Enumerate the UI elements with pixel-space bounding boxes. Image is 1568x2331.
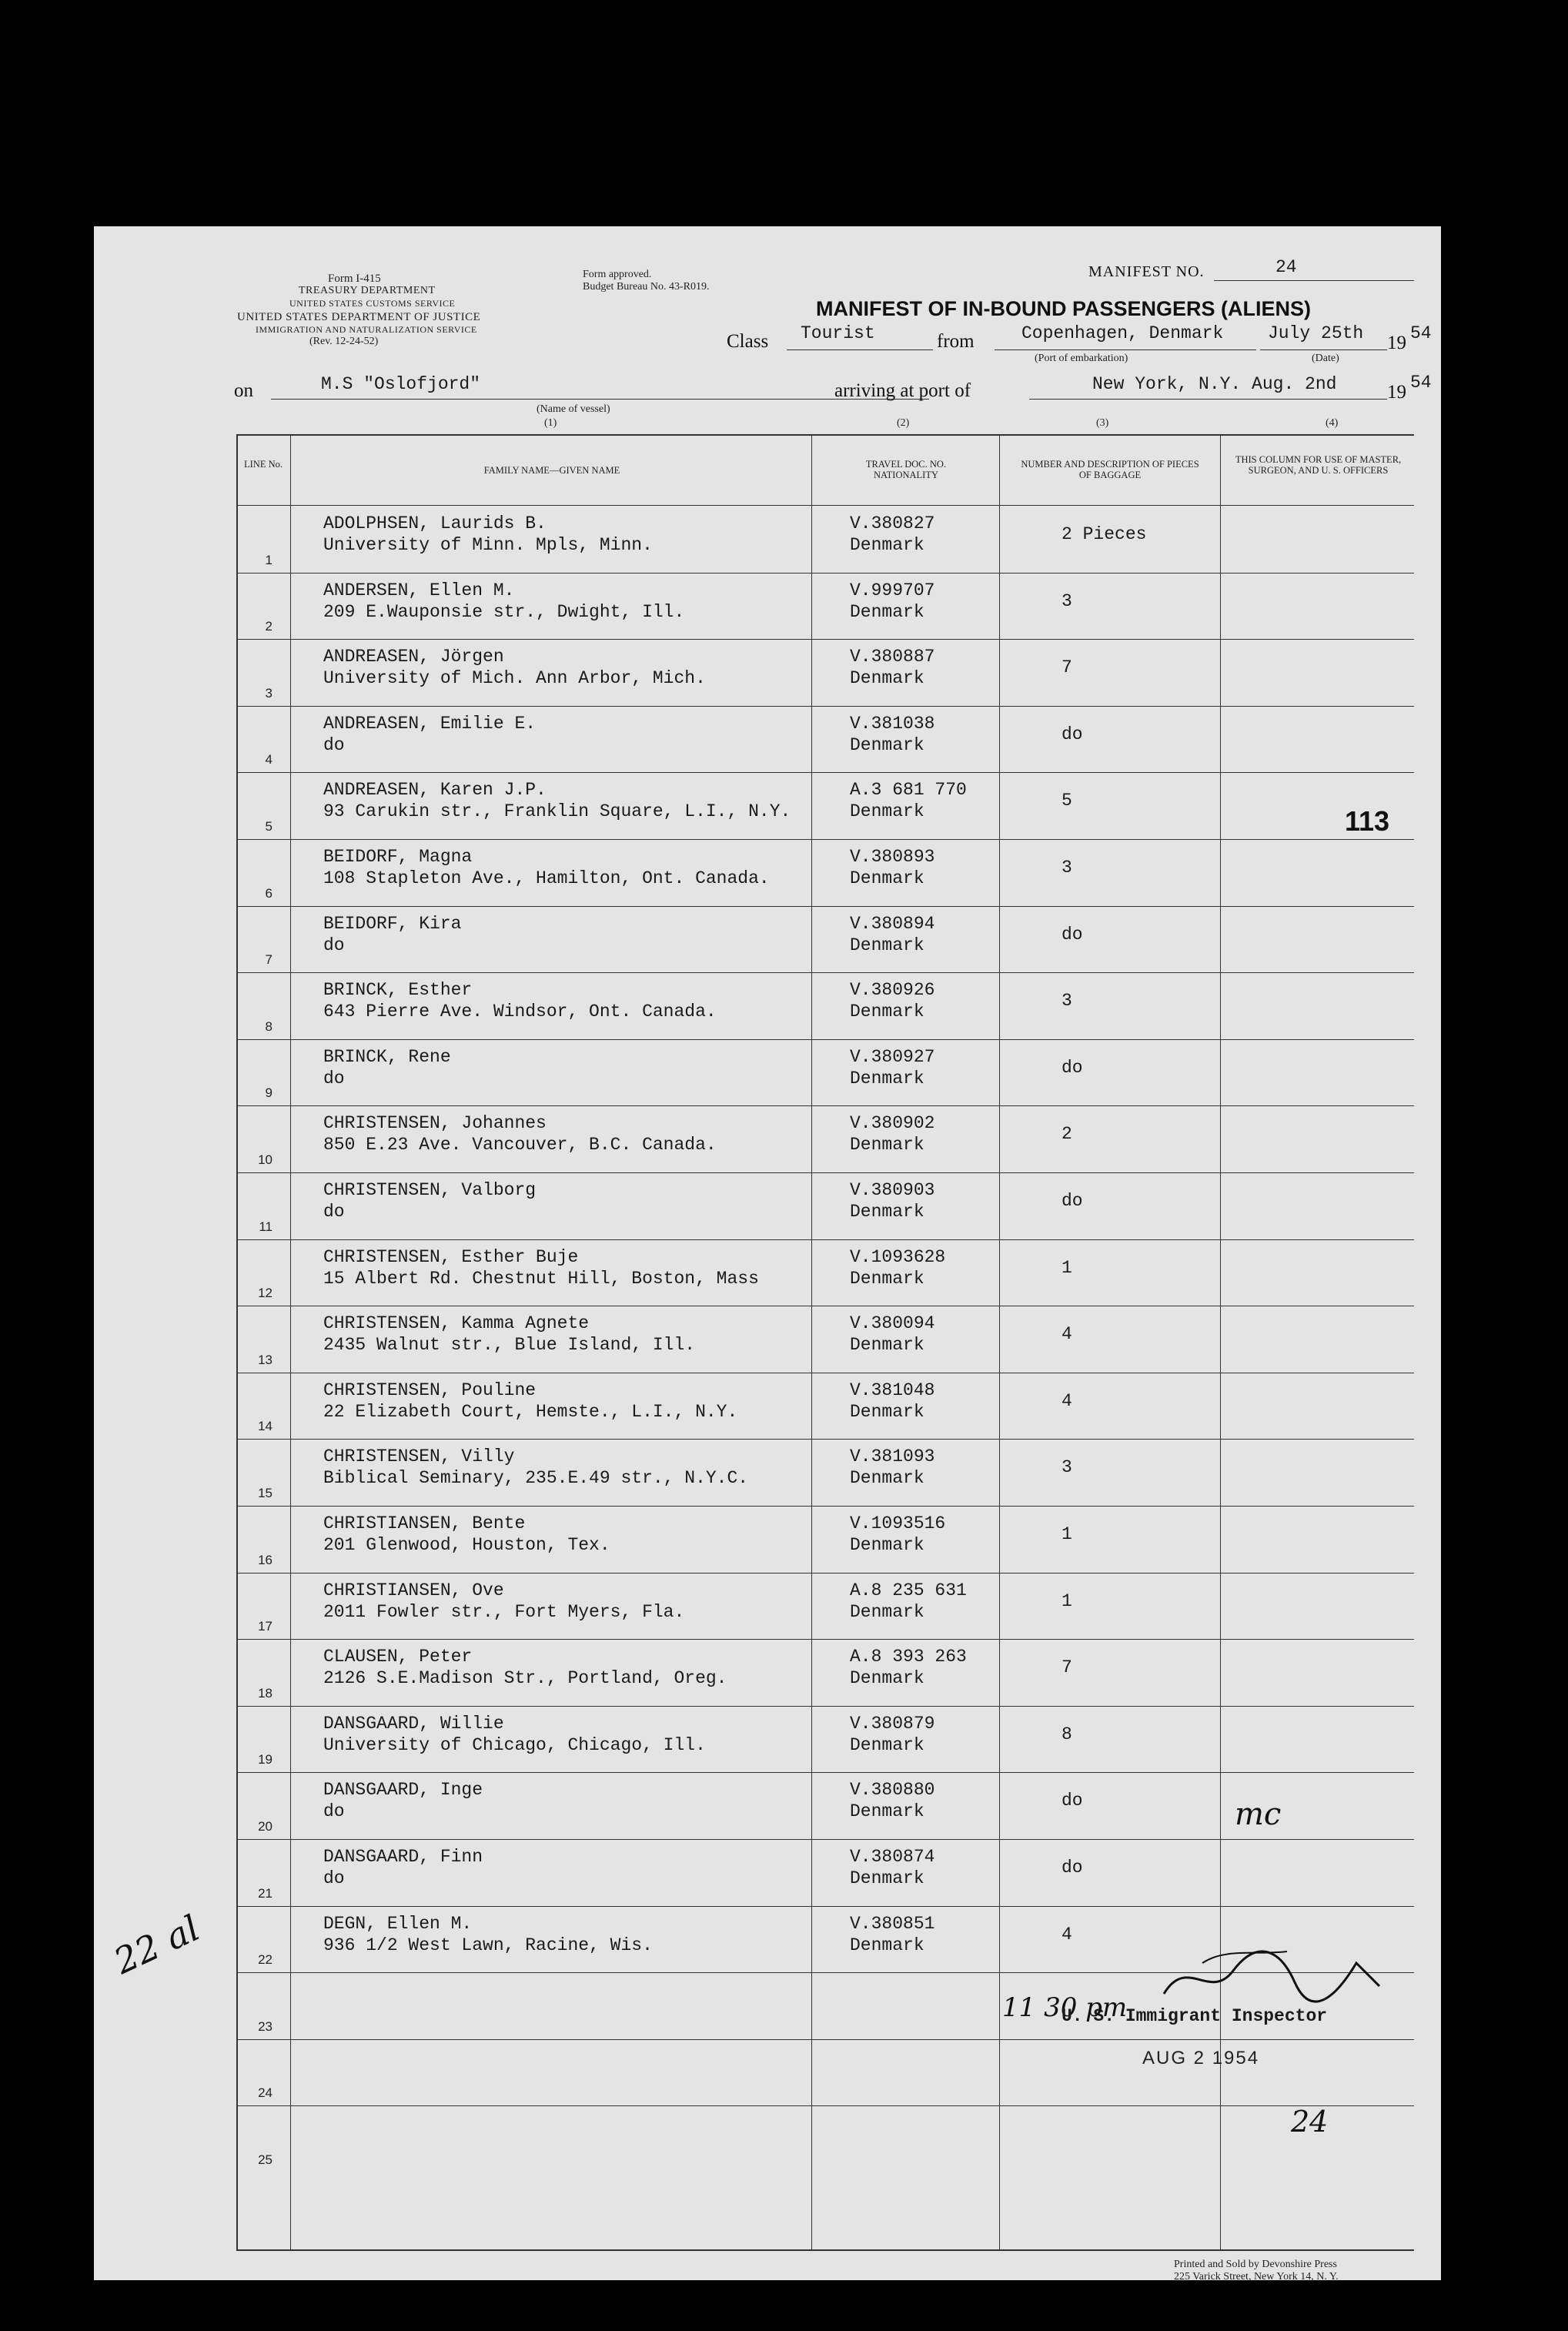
line-number: 4 [265,752,272,768]
passenger-address: University of Chicago, Chicago, Ill. [323,1734,706,1755]
baggage-pieces: 4 [1061,1924,1072,1945]
baggage-pieces: do [1061,1057,1083,1078]
passenger-address: 2011 Fowler str., Fort Myers, Fla. [323,1601,685,1622]
row-divider [236,839,1414,840]
travel-doc-number: V.381048 [850,1380,935,1400]
header-name: FAMILY NAME—GIVEN NAME [483,465,620,476]
row-divider [236,1772,1414,1773]
nationality: Denmark [850,668,924,689]
header-line-no: LINE No. [244,459,283,470]
line-number: 8 [265,1018,272,1034]
travel-doc-number: V.380887 [850,647,935,667]
manifest-page [94,226,1441,2283]
passenger-name: BEIDORF, Kira [323,913,462,934]
passenger-name: ADOLPHSEN, Laurids B. [323,513,547,533]
nationality: Denmark [850,1535,924,1555]
travel-doc-number: V.380094 [850,1313,935,1334]
travel-doc-number: V.380893 [850,847,935,867]
row-divider [236,1439,1414,1440]
baggage-pieces: 3 [1061,858,1072,878]
row-divider [236,1239,1414,1240]
manifest-no-label: MANIFEST NO. [1088,263,1205,280]
inspector-signature [1156,1940,1387,2009]
nationality: Denmark [850,734,924,755]
nationality: Denmark [850,1468,924,1489]
travel-doc-number: V.999707 [850,580,935,600]
passenger-address: 108 Stapleton Ave., Hamilton, Ont. Canada. [323,868,770,888]
row-divider [236,1639,1414,1640]
nationality: Denmark [850,1801,924,1822]
nationality: Denmark [850,1002,924,1022]
margin-note: 22 al [107,1907,206,1982]
line-number: 1 [265,552,272,567]
passenger-name: DEGN, Ellen M. [323,1913,473,1934]
from-label: from [937,331,975,352]
inspector-title: U. S. Immigrant Inspector [1061,2006,1328,2026]
budget-bureau: Budget Bureau No. 43-R019. [583,281,710,293]
travel-doc-number: V.380880 [850,1780,935,1801]
row-divider [236,2105,1414,2106]
passenger-address: 2435 Walnut str., Blue Island, Ill. [323,1335,696,1356]
passenger-name: BRINCK, Esther [323,980,473,1001]
line-number: 17 [258,1619,272,1634]
row-divider [236,1573,1414,1574]
passenger-name: CHRISTIANSEN, Bente [323,1513,526,1533]
col1-number: (1) [544,417,557,429]
travel-doc-number: V.381093 [850,1446,935,1467]
arrival-year-prefix: 19 [1387,382,1406,403]
header-travel-doc: TRAVEL DOC. NO. NATIONALITY [865,459,947,480]
line-number: 5 [265,819,272,834]
nationality: Denmark [850,1135,924,1155]
row-divider [236,1172,1414,1173]
passenger-address: 15 Albert Rd. Chestnut Hill, Boston, Mass [323,1268,759,1289]
line-number: 20 [258,1819,272,1834]
nationality: Denmark [850,868,924,888]
passenger-address: do [323,1068,345,1089]
col4-number: (4) [1326,417,1339,429]
nationality: Denmark [850,1068,924,1089]
passenger-address: do [323,734,345,755]
passenger-address: 22 Elizabeth Court, Hemste., L.I., N.Y. [323,1401,738,1422]
travel-doc-number: V.380851 [850,1913,935,1934]
nationality: Denmark [850,1401,924,1422]
passenger-address: do [323,1202,345,1222]
baggage-pieces: 7 [1061,1657,1072,1678]
baggage-pieces: 2 Pieces [1061,524,1147,544]
manifest-title: MANIFEST OF IN-BOUND PASSENGERS (ALIENS) [816,297,1312,320]
manifest-no-value: 24 [1275,257,1297,277]
row-divider [236,573,1414,574]
baggage-pieces: 5 [1061,791,1072,811]
form-number: Form I-415 [328,273,381,285]
baggage-pieces: do [1061,1858,1083,1878]
line-number: 15 [258,1486,272,1500]
year-prefix: 19 [1387,333,1406,353]
nationality: Denmark [850,801,924,822]
nationality: Denmark [850,935,924,955]
passenger-name: ANDREASEN, Emilie E. [323,713,537,734]
passenger-address: 2126 S.E.Madison Str., Portland, Oreg. [323,1668,727,1689]
nationality: Denmark [850,1601,924,1622]
passenger-address: 93 Carukin str., Franklin Square, L.I., N.Y. [323,801,791,822]
passenger-name: ANDERSEN, Ellen M. [323,580,515,600]
passenger-address: do [323,935,345,955]
baggage-pieces: 4 [1061,1390,1072,1411]
printer-line1: Printed and Sold by Devonshire Press [1174,2259,1337,2270]
line-number: 18 [258,1685,272,1701]
baggage-pieces: 7 [1061,657,1072,678]
baggage-pieces: do [1061,924,1083,945]
vessel-caption: (Name of vessel) [537,403,610,415]
line-number: 16 [258,1552,272,1567]
line-number: 13 [258,1352,272,1367]
baggage-pieces: 1 [1061,1524,1072,1544]
passenger-name: CHRISTENSEN, Villy [323,1446,515,1467]
travel-doc-number: V.380874 [850,1847,935,1867]
travel-doc-number: V.380827 [850,513,935,533]
baggage-pieces: 1 [1061,1257,1072,1278]
row-divider [236,1105,1414,1106]
date-caption: (Date) [1312,353,1339,364]
nationality: Denmark [850,1868,924,1888]
line-number: 11 [259,1219,272,1234]
line-number: 25 [258,2152,272,2167]
nationality: Denmark [850,601,924,622]
line-number: 2 [265,619,272,634]
passenger-name: BRINCK, Rene [323,1046,451,1067]
revision: (Rev. 12-24-52) [309,336,379,347]
travel-doc-number: A.8 393 263 [850,1647,967,1667]
line-number: 3 [265,685,272,701]
arrival-year-suffix: 54 [1410,373,1432,393]
count-note: 113 [1345,805,1390,837]
passenger-address: 209 E.Wauponsie str., Dwight, Ill. [323,601,685,622]
baggage-pieces: 2 [1061,1124,1072,1145]
ins-line: IMMIGRATION AND NATURALIZATION SERVICE [256,324,477,335]
date-value: July 25th [1268,323,1364,343]
nationality: Denmark [850,1935,924,1955]
passenger-name: ANDREASEN, Karen J.P. [323,780,547,801]
row-divider [236,1039,1414,1040]
passenger-name: DANSGAARD, Finn [323,1847,483,1867]
baggage-pieces: 3 [1061,991,1072,1012]
travel-doc-number: V.380927 [850,1046,935,1067]
line-number: 12 [258,1286,272,1301]
travel-doc-number: V.380902 [850,1113,935,1134]
row-divider [236,1839,1414,1840]
row-divider [236,706,1414,707]
passenger-name: ANDREASEN, Jörgen [323,647,504,667]
passenger-name: CHRISTIANSEN, Ove [323,1580,504,1600]
passenger-address: University of Mich. Ann Arbor, Mich. [323,668,706,689]
row-divider [236,1506,1414,1507]
time-note: 11 30 pm [1002,1992,1128,2023]
travel-doc-number: V.1093628 [850,1246,946,1267]
nationality: Denmark [850,1268,924,1289]
col3-number: (3) [1096,417,1109,429]
class-label: Class [727,331,769,352]
passenger-name: CLAUSEN, Peter [323,1647,473,1667]
travel-doc-number: V.381038 [850,713,935,734]
date-stamp: AUG 2 1954 [1142,2048,1260,2068]
year-suffix: 54 [1410,323,1432,343]
printer-line2: 225 Varick Street, New York 14, N. Y. [1174,2271,1339,2283]
travel-doc-number: A.8 235 631 [850,1580,967,1600]
passenger-name: CHRISTENSEN, Kamma Agnete [323,1313,590,1334]
line-number: 7 [265,952,272,968]
nationality: Denmark [850,1335,924,1356]
class-value: Tourist [801,323,875,343]
row-divider [236,639,1414,640]
passenger-address: 850 E.23 Ave. Vancouver, B.C. Canada. [323,1135,717,1155]
travel-doc-number: V.380903 [850,1180,935,1200]
line-number: 19 [258,1752,272,1767]
doj-line: UNITED STATES DEPARTMENT OF JUSTICE [237,311,481,323]
baggage-pieces: 3 [1061,1457,1072,1478]
baggage-pieces: do [1061,724,1083,744]
travel-doc-number: V.380879 [850,1713,935,1734]
passenger-name: CHRISTENSEN, Johannes [323,1113,547,1134]
arriving-label: arriving at port of [834,380,971,401]
col2-number: (2) [897,417,910,429]
row-divider [236,2039,1414,2040]
vessel-name: M.S "Oslofjord" [321,374,481,394]
passenger-name: CHRISTENSEN, Esther Buje [323,1246,579,1267]
travel-doc-number: V.1093516 [850,1513,946,1533]
passenger-address: 201 Glenwood, Houston, Tex. [323,1535,610,1555]
header-baggage: NUMBER AND DESCRIPTION OF PIECES OF BAGGAGE [1021,459,1199,480]
baggage-pieces: 1 [1061,1590,1072,1611]
treasury-dept: TREASURY DEPARTMENT [299,285,436,296]
approved-line: Form approved. [583,269,652,280]
passenger-name: BEIDORF, Magna [323,847,473,867]
passenger-name: CHRISTENSEN, Valborg [323,1180,537,1200]
passenger-address: do [323,1801,345,1822]
row-divider [236,772,1414,773]
row-divider [236,972,1414,973]
arrival-value: New York, N.Y. Aug. 2nd [1092,374,1337,394]
baggage-pieces: 4 [1061,1324,1072,1345]
passenger-address: 936 1/2 West Lawn, Racine, Wis. [323,1935,653,1955]
baggage-pieces: do [1061,1191,1083,1211]
passenger-address: do [323,1868,345,1888]
nationality: Denmark [850,1668,924,1689]
initials-mc: mc [1235,1797,1282,1832]
nationality: Denmark [850,535,924,555]
line-number: 14 [258,1419,272,1434]
port-embark-caption: (Port of embarkation) [1035,353,1128,364]
baggage-pieces: do [1061,1791,1083,1811]
travel-doc-number: V.380894 [850,913,935,934]
passenger-name: CHRISTENSEN, Pouline [323,1380,537,1400]
line-number: 9 [265,1085,272,1101]
passenger-address: Biblical Seminary, 235.E.49 str., N.Y.C. [323,1468,749,1489]
baggage-pieces: 8 [1061,1724,1072,1744]
from-value: Copenhagen, Denmark [1021,323,1224,343]
line-number: 23 [258,2018,272,2034]
row-divider [236,1706,1414,1707]
header-officers: THIS COLUMN FOR USE OF MASTER, SURGEON, AND U. S. OFFICERS [1235,454,1402,476]
nationality: Denmark [850,1734,924,1755]
customs-service: UNITED STATES CUSTOMS SERVICE [289,298,456,309]
travel-doc-number: A.3 681 770 [850,780,967,801]
baggage-pieces: 3 [1061,590,1072,611]
line-number: 6 [265,885,272,901]
line-number: 21 [258,1885,272,1901]
line-number: 10 [258,1152,272,1167]
passenger-name: DANSGAARD, Inge [323,1780,483,1801]
travel-doc-number: V.380926 [850,980,935,1001]
row-divider [236,906,1414,907]
nationality: Denmark [850,1202,924,1222]
passenger-name: DANSGAARD, Willie [323,1713,504,1734]
on-label: on [234,380,253,401]
line-number: 24 [258,2085,272,2101]
row-divider [236,1906,1414,1907]
passenger-address: University of Minn. Mpls, Minn. [323,535,653,555]
initials-24: 24 [1291,2105,1329,2139]
passenger-address: 643 Pierre Ave. Windsor, Ont. Canada. [323,1002,717,1022]
line-number: 22 [258,1952,272,1968]
